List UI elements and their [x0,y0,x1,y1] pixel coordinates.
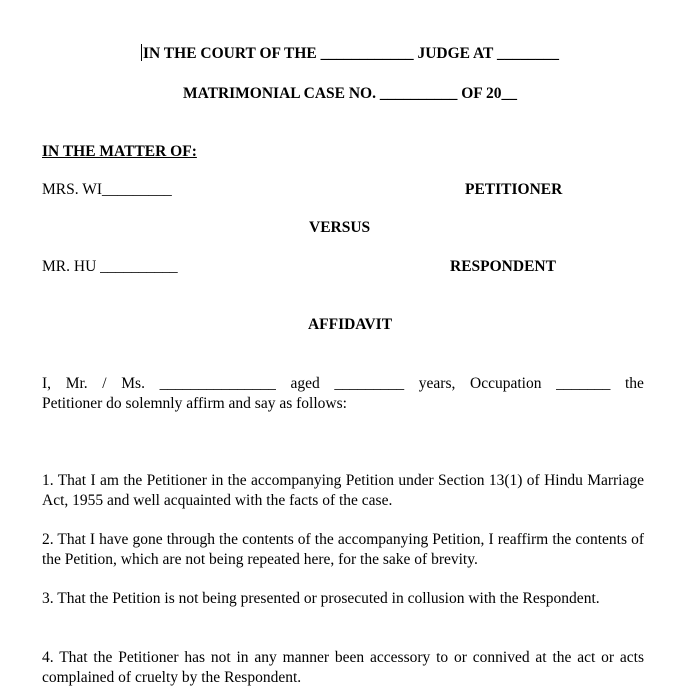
matter-heading: IN THE MATTER OF: [42,143,197,160]
age-blank: _________ [334,375,405,392]
affidavit-paragraph-2: 2. That I have gone through the contents of the accompanying Petition, I reaffirm the contents of the Petition, which are not being repeated here, for the sake of brevity. [42,531,644,568]
respondent-name: MR. HU __________ [42,258,178,275]
affidavit-title: AFFIDAVIT [307,316,393,333]
affidavit-paragraph-4: 4. That the Petitioner has not in any manner been accessory to or connived at the act or acts complained of cruelty by the Respondent. [42,649,644,686]
affidavit-intro-line [42,374,644,394]
occupation-blank: _______ [556,375,611,392]
intro-word: / [102,375,107,392]
versus-label: VERSUS [309,219,371,236]
affidavit-paragraph-1: 1. That I am the Petitioner in the accompanying Petition under Section 13(1) of Hindu Marriage Act, 1955 and well acquainted with the facts of the case. [42,472,644,509]
intro-word: Occupation [470,375,542,392]
court-heading [0,44,700,64]
intro-word: years, [418,375,456,392]
intro-word: I, [42,375,52,392]
petitioner-name: MRS. WI_________ [42,181,172,198]
respondent-label: RESPONDENT [450,258,556,275]
intro-word: aged [290,375,320,392]
petitioner-label: PETITIONER [465,181,563,198]
intro-word: Ms. [121,375,145,392]
name-blank: _______________ [159,375,276,392]
court-heading-text: IN THE COURT OF THE ____________ JUDGE AT ________ [142,45,559,62]
affidavit-paragraph-3: 3. That the Petition is not being presented or prosecuted in collusion with the Respondent. [42,590,600,607]
intro-word: the [624,375,644,392]
text-cursor [141,44,142,61]
affidavit-intro-continuation: Petitioner do solemnly affirm and say as follows: [42,395,347,412]
case-number-heading: MATRIMONIAL CASE NO. __________ OF 20__ [182,85,518,102]
intro-word: Mr. [65,375,88,392]
